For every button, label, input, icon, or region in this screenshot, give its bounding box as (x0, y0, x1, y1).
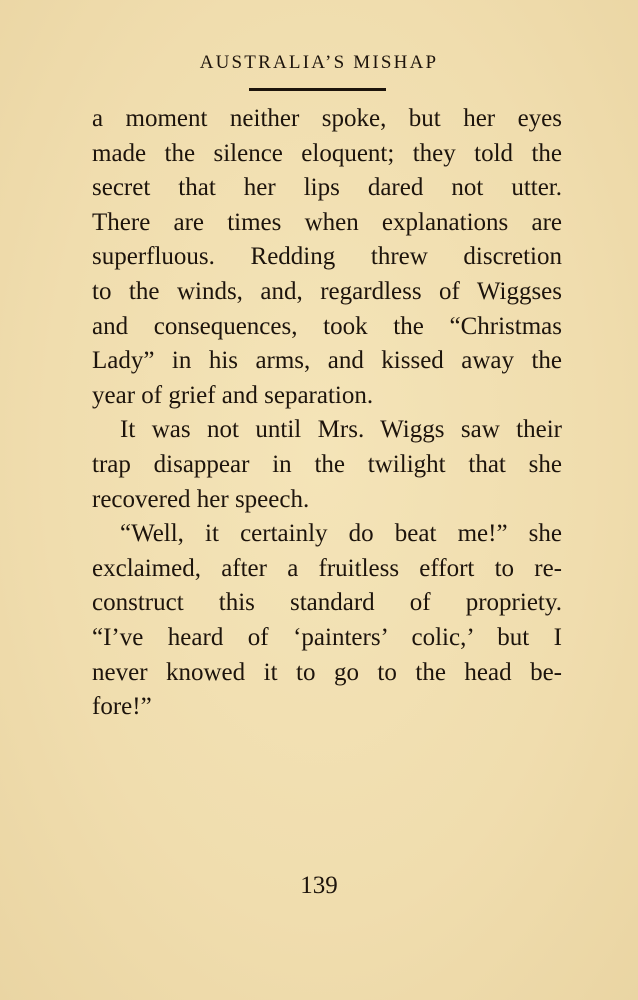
header-rule (249, 88, 386, 91)
text-line: exclaimed, after a fruitless effort to re- (92, 554, 562, 582)
text-line: “Well, it certainly do beat me!” she (120, 520, 562, 548)
text-line: to the winds, and, regardless of Wiggses (92, 277, 562, 305)
page-number: 139 (300, 872, 338, 899)
text-line: trap disappear in the twilight that she (92, 450, 562, 478)
text-line: made the silence eloquent; they told the (92, 139, 562, 167)
text-line: secret that her lips dared not utter. (92, 174, 562, 202)
text-line: “I’ve heard of ‘painters’ colic,’ but I (92, 623, 562, 651)
text-line: superfluous. Redding threw discretion (92, 243, 562, 271)
running-head: AUSTRALIA’S MISHAP (199, 52, 439, 73)
text-line: It was not until Mrs. Wiggs saw their (120, 416, 562, 444)
text-line: fore!” (92, 693, 152, 721)
text-line: and consequences, took the “Christmas (92, 312, 562, 340)
text-line: There are times when explanations are (92, 208, 562, 236)
text-line: recovered her speech. (92, 485, 310, 513)
text-line: construct this standard of propriety. (92, 589, 562, 617)
text-line: Lady” in his arms, and kissed away the (92, 347, 562, 375)
body-text (92, 102, 562, 725)
text-line: never knowed it to go to the head be- (92, 658, 562, 686)
text-line: a moment neither spoke, but her eyes (92, 105, 562, 132)
text-line: year of grief and separation. (92, 381, 374, 409)
